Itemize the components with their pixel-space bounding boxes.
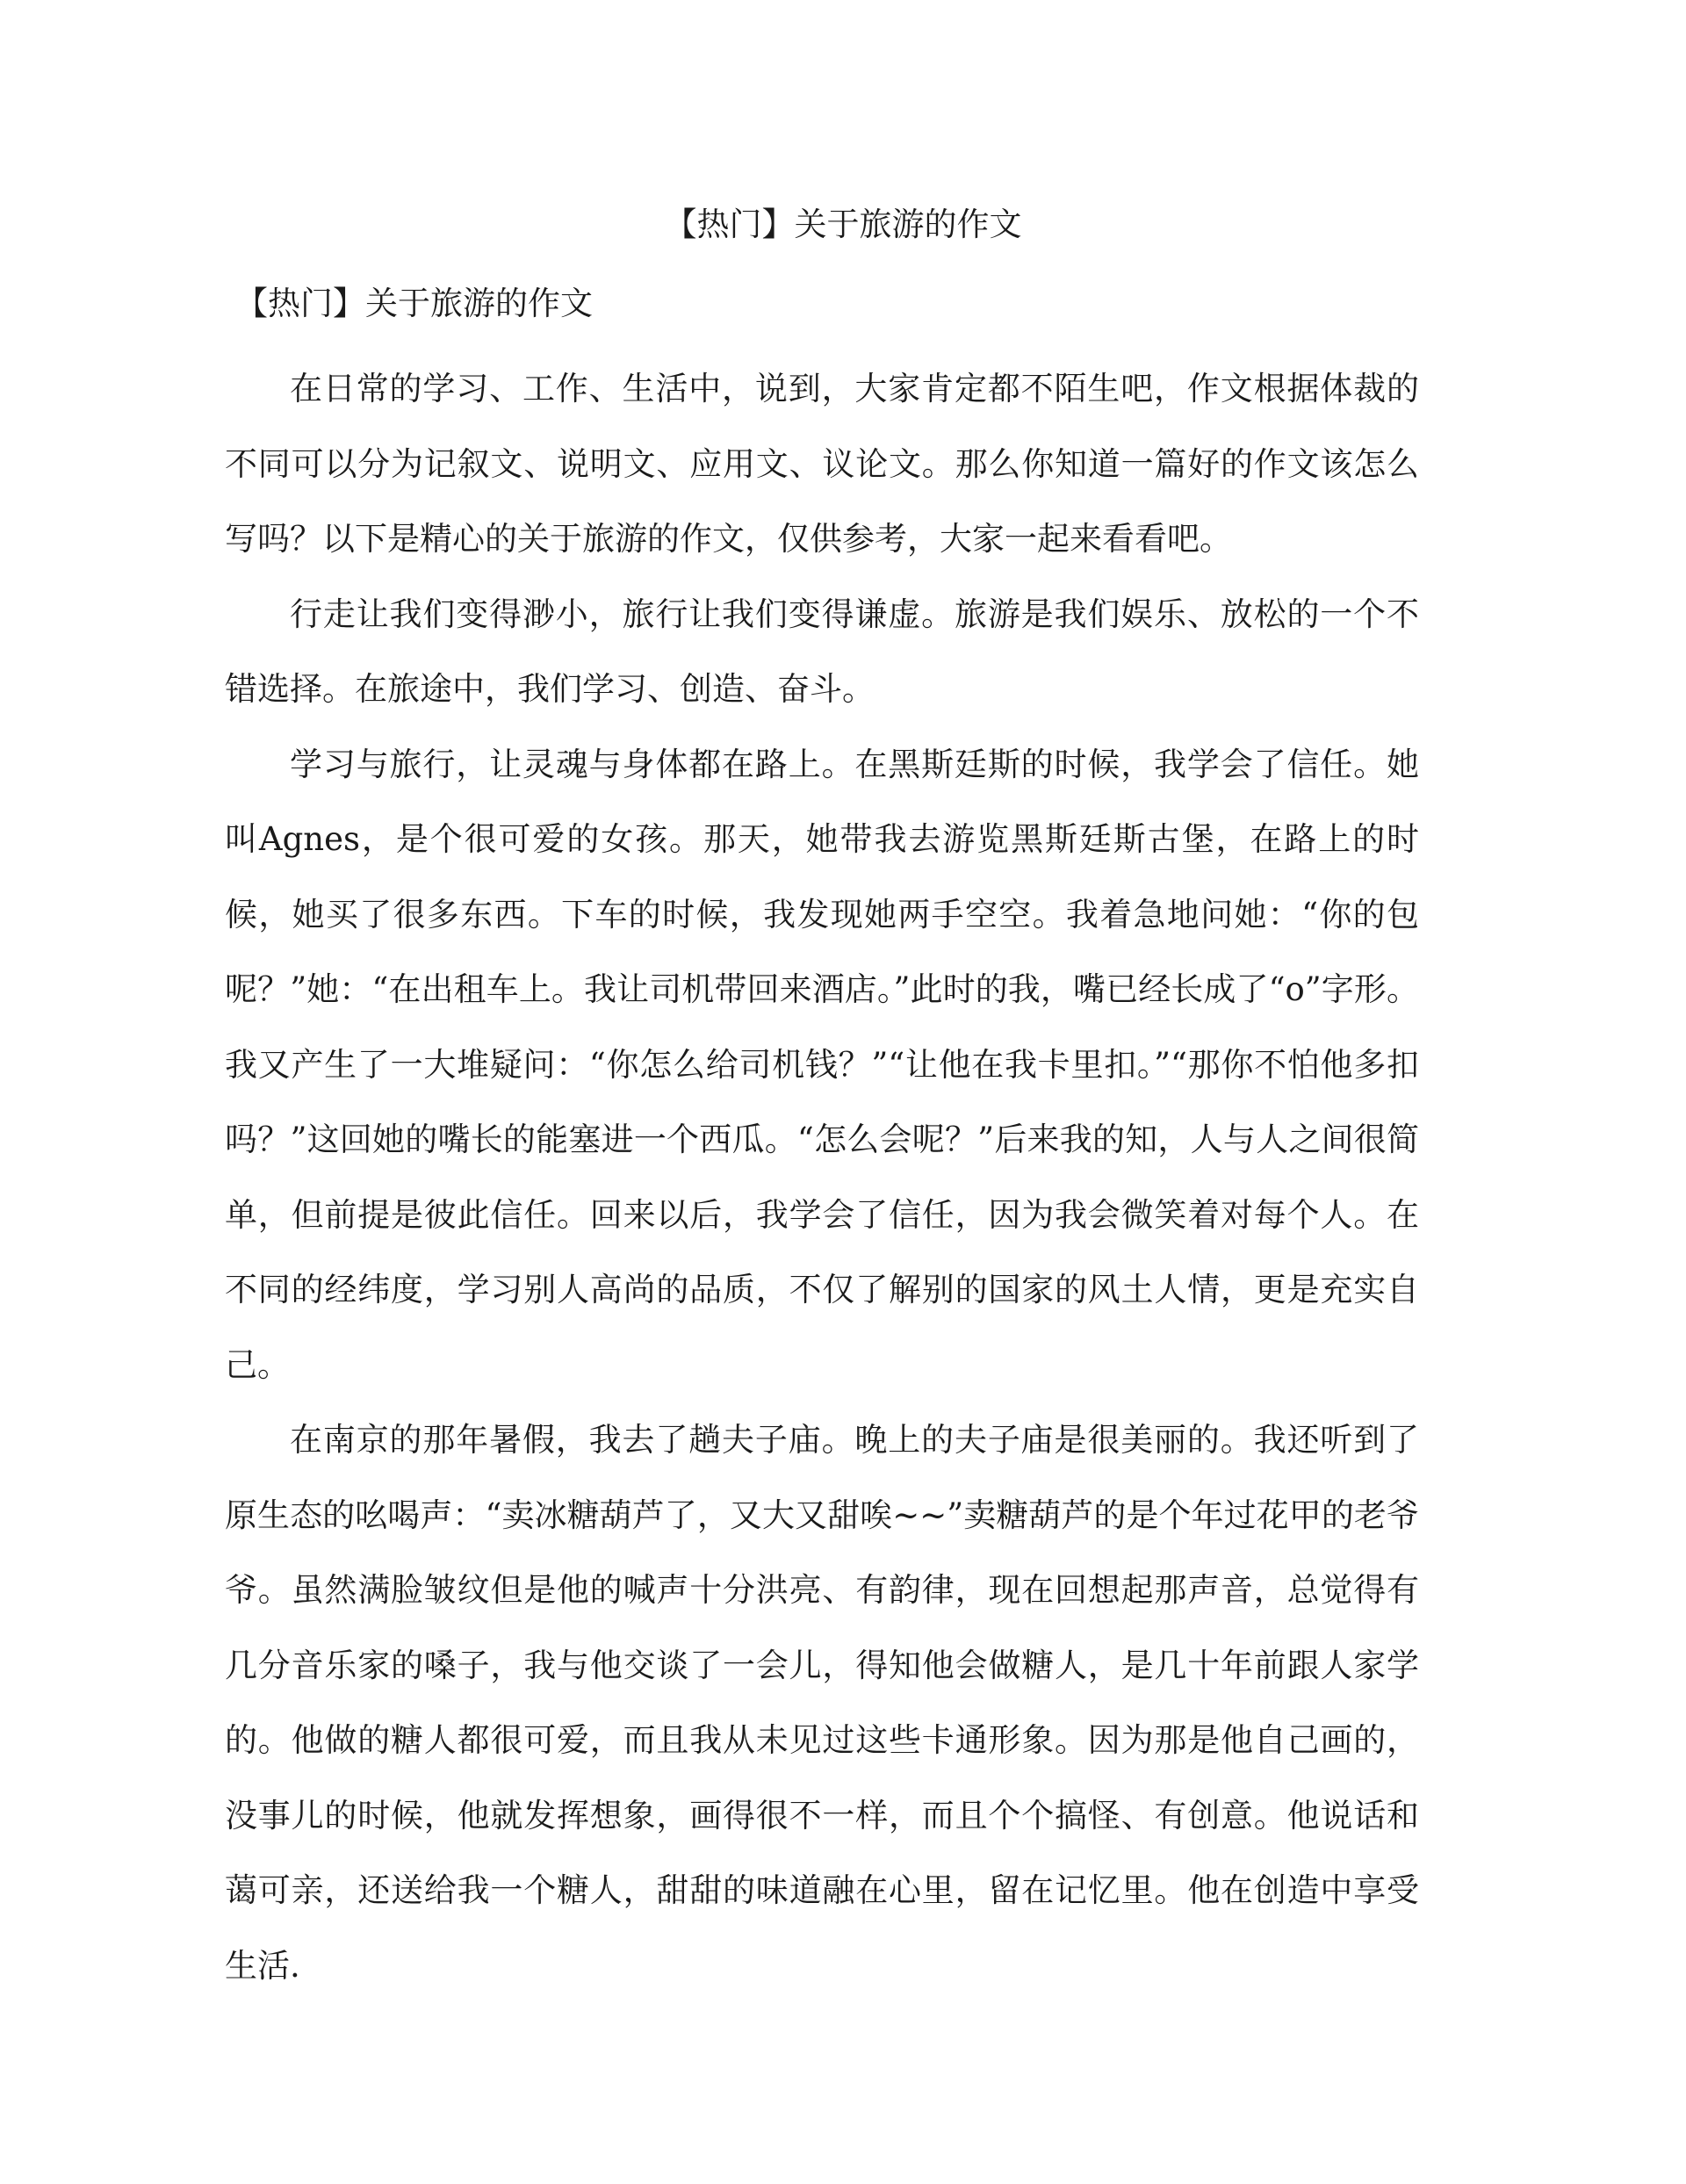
paragraph-travel-humble: 行走让我们变得渺小，旅行让我们变得谦虚。旅游是我们娱乐、放松的一个不错选择。在旅途中，我们学习、创造、奋斗。 <box>225 595 1419 708</box>
document-title: 【热门】关于旅游的作文 <box>664 205 1022 243</box>
document-subtitle: 【热门】关于旅游的作文 <box>235 285 593 322</box>
paragraph-nanjing: 在南京的那年暑假，我去了趟夫子庙。晚上的夫子庙是很美丽的。我还听到了原生态的吆喝声：“卖冰糖葫芦了，又大又甜唉~~”卖糖葫芦的是个年过花甲的老爷爷。虽然满脸皱纹但是他的喊声十分洪亮、有韵律，现在回想起那声音，总觉得有几分音乐家的嗓子，我与他交谈了一会儿，得知他会做糖人，是几十年前跟人家学的。他做的糖人都很可爱，而且我从未见过这些卡通形象。因为那是他自己画的，没事儿的时候，他就发挥想象，画得很不一样，而且个个搞怪、有创意。他说话和蔼可亲，还送给我一个糖人，甜甜的味道融在心里，留在记忆里。他在创造中享受生活. <box>225 1421 1419 1985</box>
document-body <box>225 351 1419 2003</box>
paragraph-intro: 在日常的学习、工作、生活中，说到，大家肯定都不陌生吧，作文根据体裁的不同可以分为记叙文、说明文、应用文、议论文。那么你知道一篇好的作文该怎么写吗？以下是精心的关于旅游的作文，仅供参考，大家一起来看看吧。 <box>225 370 1419 558</box>
paragraph-hastings: 学习与旅行，让灵魂与身体都在路上。在黑斯廷斯的时候，我学会了信任。她叫Agnes，是个很可爱的女孩。那天，她带我去游览黑斯廷斯古堡，在路上的时候，她买了很多东西。下车的时候，我发现她两手空空。我着急地问她：“你的包呢？”她：“在出租车上。我让司机带回来酒店。”此时的我，嘴已经长成了“o”字形。我又产生了一大堆疑问：“你怎么给司机钱？”“让他在我卡里扣。”“那你不怕他多扣吗？”这回她的嘴长的能塞进一个西瓜。“怎么会呢？”后来我的知，人与人之间很简单，但前提是彼此信任。回来以后，我学会了信任，因为我会微笑着对每个人。在不同的经纬度，学习别人高尚的品质，不仅了解别的国家的风土人情，更是充实自己。 <box>225 745 1419 1384</box>
